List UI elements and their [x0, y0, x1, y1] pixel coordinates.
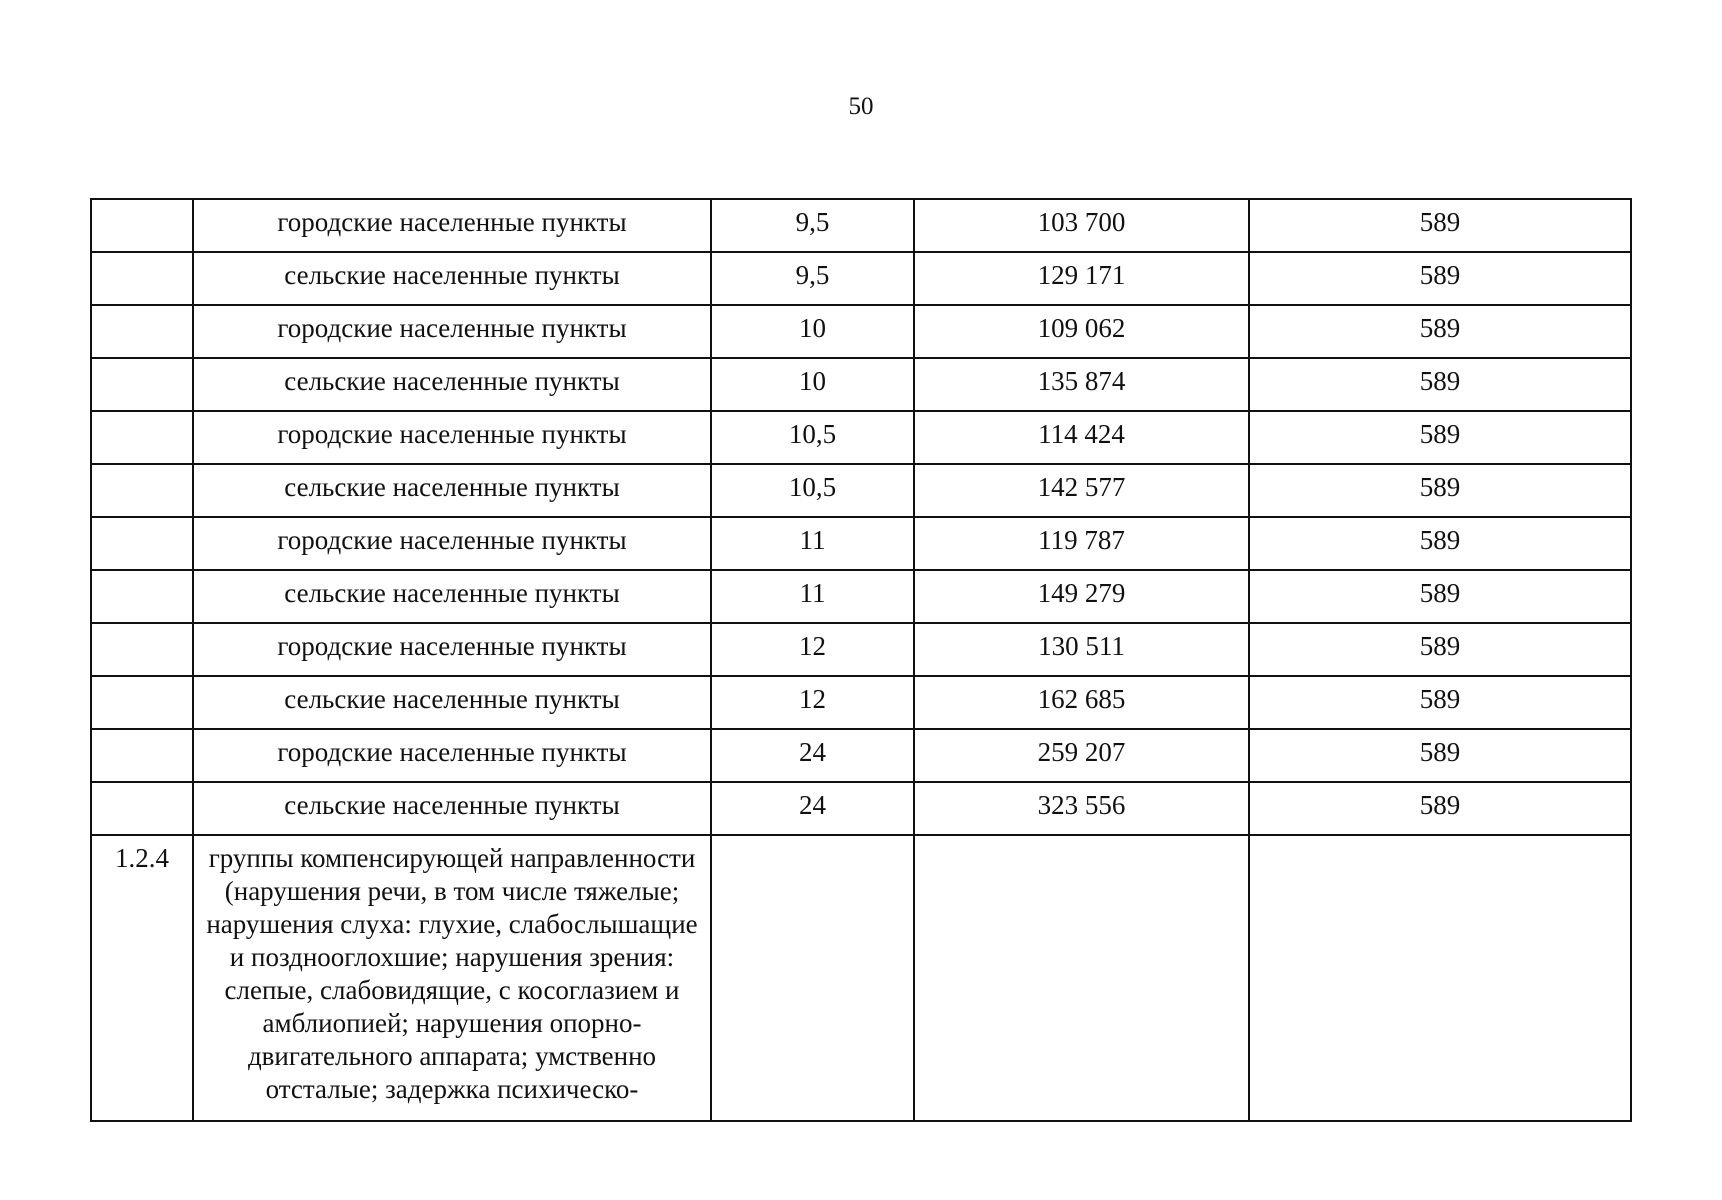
table-row [91, 464, 1631, 517]
row-value3-cell: 589 [1249, 358, 1631, 411]
row-value1-cell [711, 835, 914, 1121]
row-name-cell: городские населенные пункты [193, 517, 711, 570]
table-row [91, 517, 1631, 570]
row-value3-cell: 589 [1249, 570, 1631, 623]
table-row [91, 411, 1631, 464]
row-value1-cell: 24 [711, 782, 914, 835]
row-description-cell: группы компенсирующей направленности (нарушения речи, в том числе тяжелые; нарушения слуха: глухие, слабослышащие и позднооглохшие; нарушения зрения: слепые, слабовидящие, с косоглазием и амблиопией; нарушения опорно-двигательного аппарата; умственно отсталые; задержка психическо- [193, 835, 711, 1121]
row-code-cell [91, 570, 193, 623]
row-value1-cell: 12 [711, 623, 914, 676]
row-value3-cell: 589 [1249, 517, 1631, 570]
row-code-cell [91, 782, 193, 835]
row-value2-cell: 162 685 [914, 676, 1249, 729]
row-value2-cell: 129 171 [914, 252, 1249, 305]
table-row [91, 782, 1631, 835]
table-body [91, 199, 1631, 1121]
table-row [91, 676, 1631, 729]
row-value2-cell: 109 062 [914, 305, 1249, 358]
row-value1-cell: 11 [711, 517, 914, 570]
row-name-cell: сельские населенные пункты [193, 676, 711, 729]
row-name-cell: городские населенные пункты [193, 729, 711, 782]
table-row [91, 570, 1631, 623]
tariff-table [90, 198, 1632, 1122]
row-value1-cell: 9,5 [711, 252, 914, 305]
row-name-cell: сельские населенные пункты [193, 358, 711, 411]
table-row [91, 623, 1631, 676]
row-name-cell: городские населенные пункты [193, 623, 711, 676]
row-value2-cell: 259 207 [914, 729, 1249, 782]
row-value1-cell: 9,5 [711, 199, 914, 252]
row-name-cell: сельские населенные пункты [193, 570, 711, 623]
row-value3-cell: 589 [1249, 676, 1631, 729]
row-value1-cell: 10 [711, 305, 914, 358]
table-row [91, 729, 1631, 782]
row-name-cell: городские населенные пункты [193, 411, 711, 464]
row-name-cell: сельские населенные пункты [193, 464, 711, 517]
row-value3-cell: 589 [1249, 411, 1631, 464]
row-code-cell [91, 729, 193, 782]
row-value3-cell: 589 [1249, 782, 1631, 835]
row-code-cell [91, 676, 193, 729]
row-value3-cell: 589 [1249, 729, 1631, 782]
row-name-cell: городские населенные пункты [193, 305, 711, 358]
row-value2-cell: 103 700 [914, 199, 1249, 252]
row-value1-cell: 12 [711, 676, 914, 729]
row-code-cell [91, 623, 193, 676]
row-value2-cell: 135 874 [914, 358, 1249, 411]
row-value2-cell: 130 511 [914, 623, 1249, 676]
row-code-cell [91, 252, 193, 305]
row-value3-cell: 589 [1249, 305, 1631, 358]
table-row [91, 252, 1631, 305]
row-value2-cell [914, 835, 1249, 1121]
row-name-cell: сельские населенные пункты [193, 782, 711, 835]
row-value2-cell: 119 787 [914, 517, 1249, 570]
row-code-cell [91, 464, 193, 517]
row-value1-cell: 24 [711, 729, 914, 782]
row-value3-cell: 589 [1249, 623, 1631, 676]
row-name-cell: сельские населенные пункты [193, 252, 711, 305]
row-value2-cell: 114 424 [914, 411, 1249, 464]
row-code-cell [91, 199, 193, 252]
row-code-cell [91, 358, 193, 411]
row-value1-cell: 10 [711, 358, 914, 411]
table-row [91, 358, 1631, 411]
row-value2-cell: 149 279 [914, 570, 1249, 623]
row-value3-cell: 589 [1249, 199, 1631, 252]
row-code-cell [91, 517, 193, 570]
table-row [91, 199, 1631, 252]
row-code-cell [91, 411, 193, 464]
row-value1-cell: 11 [711, 570, 914, 623]
row-code-cell: 1.2.4 [91, 835, 193, 1121]
table-row-group-1-2-4 [91, 835, 1631, 1121]
row-value3-cell: 589 [1249, 252, 1631, 305]
row-value1-cell: 10,5 [711, 411, 914, 464]
row-value1-cell: 10,5 [711, 464, 914, 517]
table-row [91, 305, 1631, 358]
row-name-cell: городские населенные пункты [193, 199, 711, 252]
page-number: 50 [848, 93, 874, 120]
row-value2-cell: 323 556 [914, 782, 1249, 835]
row-value3-cell: 589 [1249, 464, 1631, 517]
row-value2-cell: 142 577 [914, 464, 1249, 517]
row-code-cell [91, 305, 193, 358]
row-value3-cell [1249, 835, 1631, 1121]
